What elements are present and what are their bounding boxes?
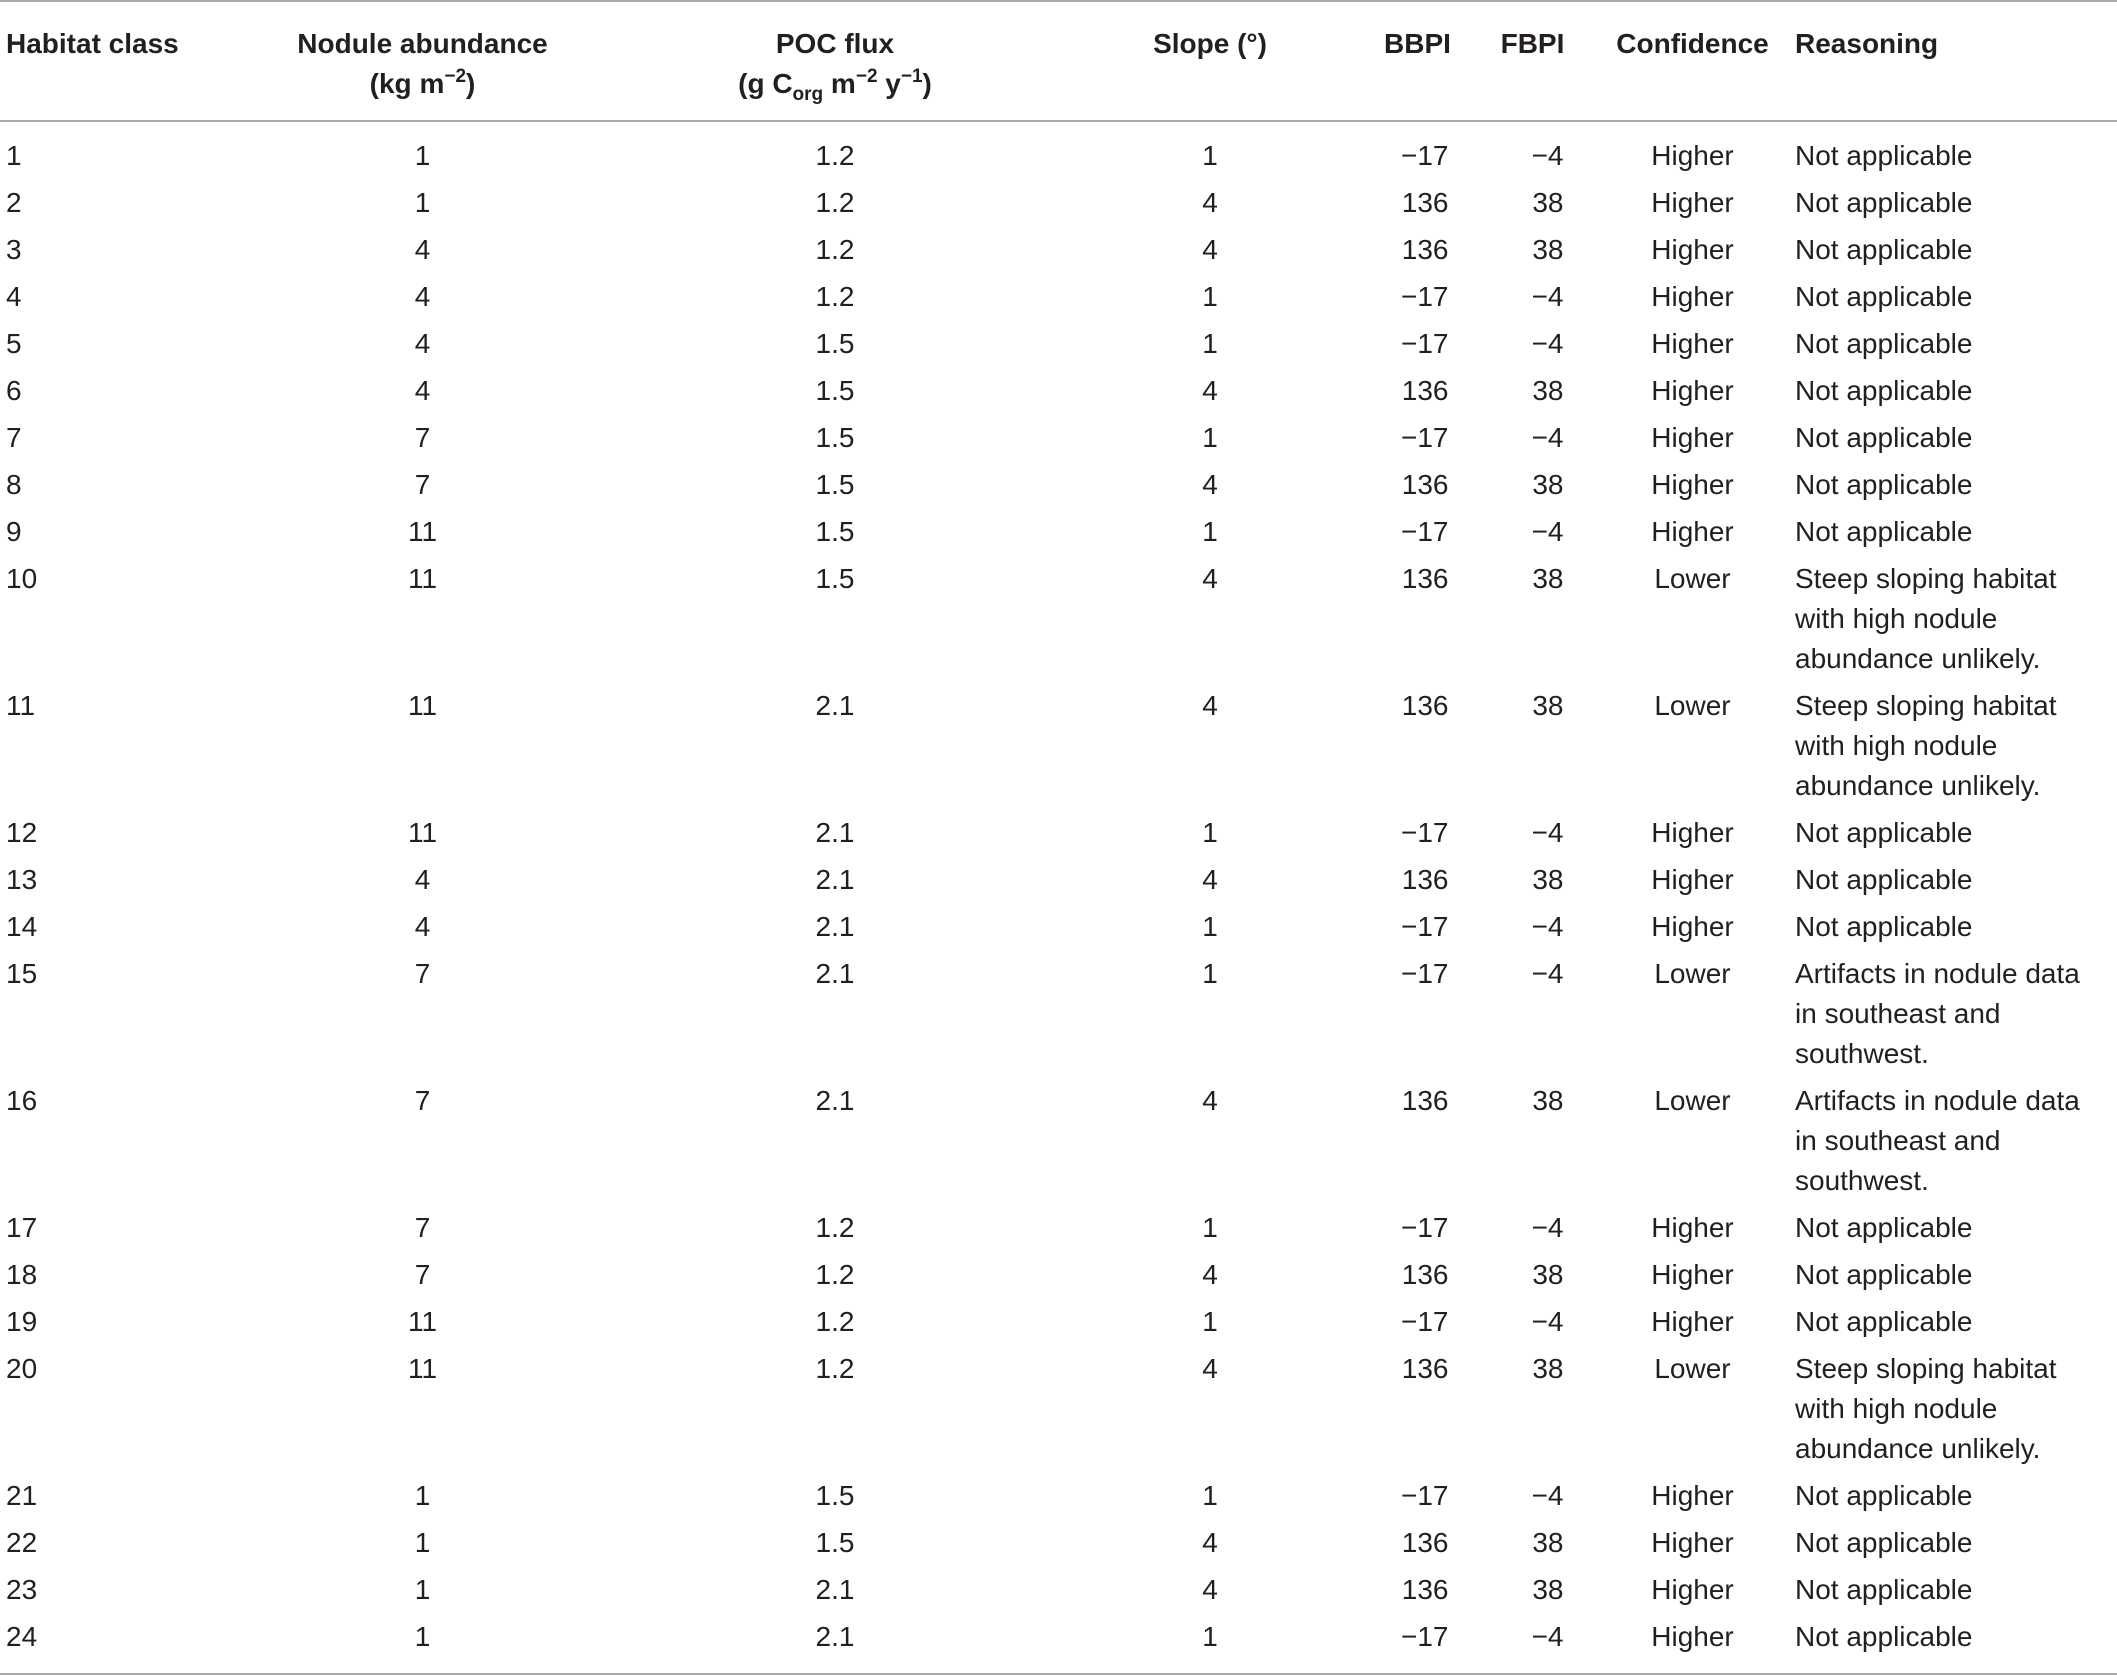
cell-bbpi-value: 136 xyxy=(1401,375,1449,406)
cell-nodule-abundance: 4 xyxy=(414,234,431,265)
cell-bbpi xyxy=(1360,274,1475,321)
cell-habitat-class: 10 xyxy=(6,563,38,594)
table-row xyxy=(0,509,2117,556)
cell-slope: 4 xyxy=(1202,1259,1218,1290)
cell-nodule-abundance: 1 xyxy=(414,1527,431,1558)
table-header xyxy=(0,1,2117,121)
header-poc-unit-y: y xyxy=(877,68,901,99)
cell-confidence: Higher xyxy=(1651,1527,1734,1558)
cell-poc-flux: 1.5 xyxy=(815,469,855,500)
cell-habitat-class: 17 xyxy=(6,1212,38,1243)
cell-confidence: Lower xyxy=(1654,1353,1731,1384)
cell-slope: 4 xyxy=(1202,1353,1218,1384)
table-row xyxy=(0,857,2117,904)
cell-bbpi xyxy=(1360,1299,1475,1346)
cell-confidence: Higher xyxy=(1651,140,1734,171)
cell-bbpi xyxy=(1360,951,1475,1078)
cell-fbpi-value: −4 xyxy=(1531,140,1564,171)
cell-poc-flux: 1.5 xyxy=(815,328,855,359)
cell-fbpi-value: −4 xyxy=(1531,817,1564,848)
cell-bbpi-value: 136 xyxy=(1401,690,1449,721)
cell-bbpi-value: 136 xyxy=(1401,864,1449,895)
cell-bbpi xyxy=(1360,509,1475,556)
cell-bbpi xyxy=(1360,683,1475,810)
cell-reasoning: Not applicable xyxy=(1795,375,1973,406)
cell-habitat-class: 24 xyxy=(6,1621,38,1652)
cell-habitat-class: 14 xyxy=(6,911,38,942)
cell-reasoning: Not applicable xyxy=(1795,911,1973,942)
cell-poc-flux: 1.5 xyxy=(815,516,855,547)
cell-bbpi xyxy=(1360,1567,1475,1614)
cell-nodule-abundance: 4 xyxy=(414,375,431,406)
cell-habitat-class: 3 xyxy=(6,234,22,265)
cell-fbpi-value: 38 xyxy=(1532,469,1564,500)
cell-bbpi xyxy=(1360,1078,1475,1205)
cell-fbpi xyxy=(1475,321,1590,368)
cell-nodule-abundance: 7 xyxy=(414,469,431,500)
cell-fbpi xyxy=(1475,180,1590,227)
cell-bbpi xyxy=(1360,810,1475,857)
cell-bbpi xyxy=(1360,1614,1475,1674)
cell-fbpi-value: −4 xyxy=(1531,1621,1564,1652)
cell-slope: 1 xyxy=(1202,817,1218,848)
cell-reasoning: Not applicable xyxy=(1795,864,1973,895)
cell-slope: 1 xyxy=(1202,281,1218,312)
cell-bbpi xyxy=(1360,462,1475,509)
cell-bbpi xyxy=(1360,415,1475,462)
table-row xyxy=(0,321,2117,368)
cell-fbpi-value: 38 xyxy=(1532,864,1564,895)
table-row xyxy=(0,810,2117,857)
cell-nodule-abundance: 7 xyxy=(414,1085,431,1116)
cell-nodule-abundance: 7 xyxy=(414,422,431,453)
table-row xyxy=(0,556,2117,683)
header-slope: Slope (°) xyxy=(1153,28,1267,59)
table-row xyxy=(0,415,2117,462)
cell-habitat-class: 2 xyxy=(6,187,22,218)
cell-fbpi xyxy=(1475,121,1590,180)
header-poc-unit-m: m xyxy=(823,68,856,99)
cell-nodule-abundance: 4 xyxy=(414,328,431,359)
cell-slope: 4 xyxy=(1202,690,1218,721)
cell-fbpi-value: 38 xyxy=(1532,1574,1564,1605)
table-row xyxy=(0,1520,2117,1567)
cell-nodule-abundance: 1 xyxy=(414,1480,431,1511)
cell-bbpi-value: −17 xyxy=(1401,817,1449,848)
table-row xyxy=(0,368,2117,415)
cell-fbpi xyxy=(1475,415,1590,462)
cell-poc-flux: 2.1 xyxy=(815,817,855,848)
cell-habitat-class: 21 xyxy=(6,1480,38,1511)
cell-slope: 4 xyxy=(1202,234,1218,265)
cell-slope: 1 xyxy=(1202,516,1218,547)
cell-poc-flux: 2.1 xyxy=(815,690,855,721)
cell-bbpi-value: −17 xyxy=(1401,516,1449,547)
cell-confidence: Lower xyxy=(1654,563,1731,594)
cell-slope: 4 xyxy=(1202,563,1218,594)
cell-habitat-class: 19 xyxy=(6,1306,38,1337)
header-poc-unit-g: g C xyxy=(747,68,793,99)
table-row xyxy=(0,227,2117,274)
cell-reasoning: Not applicable xyxy=(1795,469,1973,500)
header-poc-title: POC flux xyxy=(775,28,895,59)
cell-confidence: Higher xyxy=(1651,1574,1734,1605)
cell-nodule-abundance: 4 xyxy=(414,864,431,895)
cell-reasoning: Not applicable xyxy=(1795,1574,1973,1605)
header-poc-flux: POC flux (g $C_{org}$ $m^{-2}$ $y^{-1}$) xyxy=(738,28,932,105)
cell-confidence: Higher xyxy=(1651,187,1734,218)
cell-bbpi-value: −17 xyxy=(1401,911,1449,942)
header-poc-unit-sub: org xyxy=(792,84,824,105)
cell-bbpi xyxy=(1360,1205,1475,1252)
cell-fbpi xyxy=(1475,1473,1590,1520)
cell-bbpi xyxy=(1360,180,1475,227)
header-nodule-abundance: Nodule abundance (kg $m^{-2}$) xyxy=(297,28,548,99)
cell-fbpi-value: 38 xyxy=(1532,1085,1564,1116)
cell-fbpi xyxy=(1475,1205,1590,1252)
cell-slope: 1 xyxy=(1202,1480,1218,1511)
cell-fbpi-value: 38 xyxy=(1532,1353,1564,1384)
cell-bbpi-value: 136 xyxy=(1401,234,1449,265)
cell-fbpi xyxy=(1475,1299,1590,1346)
cell-poc-flux: 2.1 xyxy=(815,864,855,895)
header-poc-unit-sup1: −2 xyxy=(855,66,878,87)
cell-habitat-class: 4 xyxy=(6,281,22,312)
cell-poc-flux: 1.5 xyxy=(815,1480,855,1511)
header-fbpi: FBPI xyxy=(1500,28,1565,59)
cell-bbpi-value: 136 xyxy=(1401,563,1449,594)
cell-confidence: Higher xyxy=(1651,1259,1734,1290)
cell-fbpi-value: −4 xyxy=(1531,516,1564,547)
table-row xyxy=(0,274,2117,321)
cell-slope: 4 xyxy=(1202,375,1218,406)
cell-slope: 1 xyxy=(1202,1212,1218,1243)
cell-confidence: Higher xyxy=(1651,1621,1734,1652)
table-row xyxy=(0,462,2117,509)
cell-fbpi-value: 38 xyxy=(1532,234,1564,265)
cell-fbpi xyxy=(1475,368,1590,415)
cell-bbpi-value: 136 xyxy=(1401,187,1449,218)
table-row xyxy=(0,1078,2117,1205)
cell-slope: 4 xyxy=(1202,469,1218,500)
table-row xyxy=(0,1614,2117,1674)
table-row xyxy=(0,1205,2117,1252)
cell-reasoning: Not applicable xyxy=(1795,516,1973,547)
cell-poc-flux: 1.5 xyxy=(815,1527,855,1558)
cell-reasoning: Artifacts in nodule data in southeast and southwest. xyxy=(1795,958,2080,1069)
cell-nodule-abundance: 7 xyxy=(414,1212,431,1243)
cell-bbpi xyxy=(1360,1473,1475,1520)
cell-fbpi xyxy=(1475,951,1590,1078)
cell-poc-flux: 1.2 xyxy=(815,1259,855,1290)
cell-fbpi xyxy=(1475,227,1590,274)
cell-bbpi-value: −17 xyxy=(1401,422,1449,453)
cell-nodule-abundance: 1 xyxy=(414,1574,431,1605)
cell-slope: 1 xyxy=(1202,422,1218,453)
cell-confidence: Higher xyxy=(1651,864,1734,895)
cell-habitat-class: 22 xyxy=(6,1527,38,1558)
header-nodule-title: Nodule abundance xyxy=(297,28,548,59)
cell-habitat-class: 5 xyxy=(6,328,22,359)
cell-habitat-class: 20 xyxy=(6,1353,38,1384)
cell-bbpi-value: 136 xyxy=(1401,1527,1449,1558)
cell-fbpi-value: 38 xyxy=(1532,187,1564,218)
cell-confidence: Higher xyxy=(1651,1212,1734,1243)
cell-fbpi-value: 38 xyxy=(1532,1259,1564,1290)
cell-fbpi xyxy=(1475,1567,1590,1614)
cell-poc-flux: 1.5 xyxy=(815,375,855,406)
cell-fbpi-value: −4 xyxy=(1531,1306,1564,1337)
cell-nodule-abundance: 1 xyxy=(414,187,431,218)
cell-poc-flux: 2.1 xyxy=(815,1574,855,1605)
cell-nodule-abundance: 1 xyxy=(414,140,431,171)
cell-confidence: Higher xyxy=(1651,281,1734,312)
cell-habitat-class: 7 xyxy=(6,422,22,453)
cell-fbpi xyxy=(1475,857,1590,904)
cell-slope: 1 xyxy=(1202,958,1218,989)
header-row xyxy=(0,1,2117,121)
cell-fbpi-value: 38 xyxy=(1532,563,1564,594)
cell-habitat-class: 6 xyxy=(6,375,22,406)
cell-nodule-abundance: 11 xyxy=(407,690,438,721)
cell-habitat-class: 1 xyxy=(6,140,22,171)
cell-slope: 4 xyxy=(1202,1574,1218,1605)
cell-bbpi xyxy=(1360,1346,1475,1473)
cell-bbpi xyxy=(1360,1252,1475,1299)
cell-confidence: Higher xyxy=(1651,817,1734,848)
table-row xyxy=(0,1567,2117,1614)
cell-poc-flux: 1.5 xyxy=(815,422,855,453)
cell-fbpi-value: −4 xyxy=(1531,911,1564,942)
cell-confidence: Higher xyxy=(1651,516,1734,547)
cell-nodule-abundance: 11 xyxy=(407,1353,438,1384)
cell-confidence: Higher xyxy=(1651,328,1734,359)
cell-reasoning: Not applicable xyxy=(1795,1306,1973,1337)
cell-fbpi xyxy=(1475,1346,1590,1473)
header-habitat-class: Habitat class xyxy=(6,28,179,59)
cell-reasoning: Not applicable xyxy=(1795,187,1973,218)
cell-fbpi-value: −4 xyxy=(1531,281,1564,312)
cell-fbpi xyxy=(1475,1078,1590,1205)
cell-habitat-class: 8 xyxy=(6,469,22,500)
cell-bbpi xyxy=(1360,556,1475,683)
cell-fbpi xyxy=(1475,509,1590,556)
cell-bbpi xyxy=(1360,857,1475,904)
cell-reasoning: Not applicable xyxy=(1795,1480,1973,1511)
cell-slope: 1 xyxy=(1202,328,1218,359)
cell-fbpi-value: 38 xyxy=(1532,690,1564,721)
cell-fbpi xyxy=(1475,556,1590,683)
cell-reasoning: Not applicable xyxy=(1795,1259,1973,1290)
cell-slope: 4 xyxy=(1202,864,1218,895)
cell-reasoning: Not applicable xyxy=(1795,817,1973,848)
cell-confidence: Higher xyxy=(1651,1480,1734,1511)
cell-bbpi-value: −17 xyxy=(1401,1212,1449,1243)
cell-confidence: Lower xyxy=(1654,958,1731,989)
cell-poc-flux: 1.5 xyxy=(815,563,855,594)
cell-confidence: Higher xyxy=(1651,375,1734,406)
table-row xyxy=(0,951,2117,1078)
header-nodule-unit-exponent: −2 xyxy=(444,66,467,87)
header-poc-unit-sup2: −1 xyxy=(900,66,923,87)
table-row xyxy=(0,1252,2117,1299)
cell-confidence: Higher xyxy=(1651,422,1734,453)
cell-poc-flux: 1.2 xyxy=(815,234,855,265)
cell-fbpi-value: −4 xyxy=(1531,1212,1564,1243)
cell-habitat-class: 13 xyxy=(6,864,38,895)
cell-bbpi-value: 136 xyxy=(1401,1259,1449,1290)
cell-slope: 4 xyxy=(1202,1527,1218,1558)
cell-fbpi xyxy=(1475,810,1590,857)
cell-fbpi xyxy=(1475,462,1590,509)
cell-nodule-abundance: 11 xyxy=(407,563,438,594)
cell-nodule-abundance: 4 xyxy=(414,281,431,312)
cell-fbpi xyxy=(1475,1614,1590,1674)
cell-slope: 1 xyxy=(1202,911,1218,942)
cell-reasoning: Artifacts in nodule data in southeast and southwest. xyxy=(1795,1085,2080,1196)
cell-slope: 4 xyxy=(1202,187,1218,218)
cell-fbpi-value: −4 xyxy=(1531,1480,1564,1511)
cell-fbpi-value: −4 xyxy=(1531,422,1564,453)
cell-confidence: Higher xyxy=(1651,1306,1734,1337)
cell-bbpi xyxy=(1360,321,1475,368)
cell-poc-flux: 2.1 xyxy=(815,1085,855,1116)
cell-habitat-class: 16 xyxy=(6,1085,38,1116)
cell-habitat-class: 23 xyxy=(6,1574,38,1605)
cell-poc-flux: 1.2 xyxy=(815,187,855,218)
cell-reasoning: Not applicable xyxy=(1795,234,1973,265)
cell-bbpi xyxy=(1360,368,1475,415)
cell-reasoning: Not applicable xyxy=(1795,328,1973,359)
cell-bbpi-value: 136 xyxy=(1401,469,1449,500)
cell-poc-flux: 2.1 xyxy=(815,958,855,989)
cell-reasoning: Not applicable xyxy=(1795,422,1973,453)
cell-bbpi-value: −17 xyxy=(1401,328,1449,359)
cell-reasoning: Not applicable xyxy=(1795,281,1973,312)
cell-confidence: Higher xyxy=(1651,911,1734,942)
cell-slope: 1 xyxy=(1202,140,1218,171)
cell-habitat-class: 18 xyxy=(6,1259,38,1290)
cell-poc-flux: 1.2 xyxy=(815,1353,855,1384)
cell-confidence: Higher xyxy=(1651,234,1734,265)
cell-poc-flux: 1.2 xyxy=(815,140,855,171)
cell-poc-flux: 2.1 xyxy=(815,1621,855,1652)
cell-nodule-abundance: 11 xyxy=(407,817,438,848)
cell-fbpi xyxy=(1475,1520,1590,1567)
cell-reasoning: Not applicable xyxy=(1795,1621,1973,1652)
cell-reasoning: Not applicable xyxy=(1795,140,1973,171)
cell-bbpi xyxy=(1360,1520,1475,1567)
cell-reasoning: Steep sloping habitat with high nodule abundance unlikely. xyxy=(1795,563,2057,674)
cell-nodule-abundance: 7 xyxy=(414,1259,431,1290)
header-confidence: Confidence xyxy=(1616,28,1769,59)
cell-fbpi-value: −4 xyxy=(1531,958,1564,989)
table-row xyxy=(0,1473,2117,1520)
cell-reasoning: Not applicable xyxy=(1795,1527,1973,1558)
table-row xyxy=(0,904,2117,951)
header-reasoning: Reasoning xyxy=(1795,28,1939,59)
cell-confidence: Lower xyxy=(1654,1085,1731,1116)
cell-poc-flux: 1.2 xyxy=(815,1212,855,1243)
table-row xyxy=(0,121,2117,180)
table-row xyxy=(0,683,2117,810)
table-body xyxy=(0,121,2117,1674)
cell-bbpi-value: 136 xyxy=(1401,1085,1449,1116)
header-nodule-unit: kg m xyxy=(378,68,445,99)
cell-slope: 1 xyxy=(1202,1306,1218,1337)
cell-confidence: Higher xyxy=(1651,469,1734,500)
cell-fbpi-value: 38 xyxy=(1532,1527,1564,1558)
cell-bbpi-value: −17 xyxy=(1401,140,1449,171)
header-bbpi: BBPI xyxy=(1384,28,1451,59)
cell-fbpi xyxy=(1475,274,1590,321)
cell-nodule-abundance: 11 xyxy=(407,516,438,547)
table-row xyxy=(0,1346,2117,1473)
cell-habitat-class: 9 xyxy=(6,516,22,547)
cell-fbpi-value: 38 xyxy=(1532,375,1564,406)
table-row xyxy=(0,180,2117,227)
cell-reasoning: Steep sloping habitat with high nodule abundance unlikely. xyxy=(1795,1353,2057,1464)
cell-bbpi-value: 136 xyxy=(1401,1574,1449,1605)
cell-poc-flux: 1.2 xyxy=(815,281,855,312)
cell-bbpi-value: −17 xyxy=(1401,1621,1449,1652)
cell-fbpi xyxy=(1475,1252,1590,1299)
cell-bbpi-value: −17 xyxy=(1401,281,1449,312)
cell-slope: 4 xyxy=(1202,1085,1218,1116)
cell-nodule-abundance: 11 xyxy=(407,1306,438,1337)
cell-nodule-abundance: 7 xyxy=(414,958,431,989)
cell-confidence: Lower xyxy=(1654,690,1731,721)
cell-bbpi-value: −17 xyxy=(1401,1480,1449,1511)
cell-bbpi xyxy=(1360,904,1475,951)
cell-habitat-class: 15 xyxy=(6,958,38,989)
cell-bbpi-value: 136 xyxy=(1401,1353,1449,1384)
cell-bbpi-value: −17 xyxy=(1401,958,1449,989)
cell-habitat-class: 12 xyxy=(6,817,38,848)
cell-reasoning: Steep sloping habitat with high nodule abundance unlikely. xyxy=(1795,690,2057,801)
cell-fbpi xyxy=(1475,904,1590,951)
cell-fbpi-value: −4 xyxy=(1531,328,1564,359)
table-row xyxy=(0,1299,2117,1346)
cell-nodule-abundance: 1 xyxy=(414,1621,431,1652)
cell-poc-flux: 2.1 xyxy=(815,911,855,942)
cell-slope: 1 xyxy=(1202,1621,1218,1652)
cell-habitat-class: 11 xyxy=(6,690,36,721)
cell-reasoning: Not applicable xyxy=(1795,1212,1973,1243)
cell-bbpi xyxy=(1360,121,1475,180)
cell-nodule-abundance: 4 xyxy=(414,911,431,942)
cell-fbpi xyxy=(1475,683,1590,810)
cell-bbpi-value: −17 xyxy=(1401,1306,1449,1337)
cell-poc-flux: 1.2 xyxy=(815,1306,855,1337)
cell-bbpi xyxy=(1360,227,1475,274)
